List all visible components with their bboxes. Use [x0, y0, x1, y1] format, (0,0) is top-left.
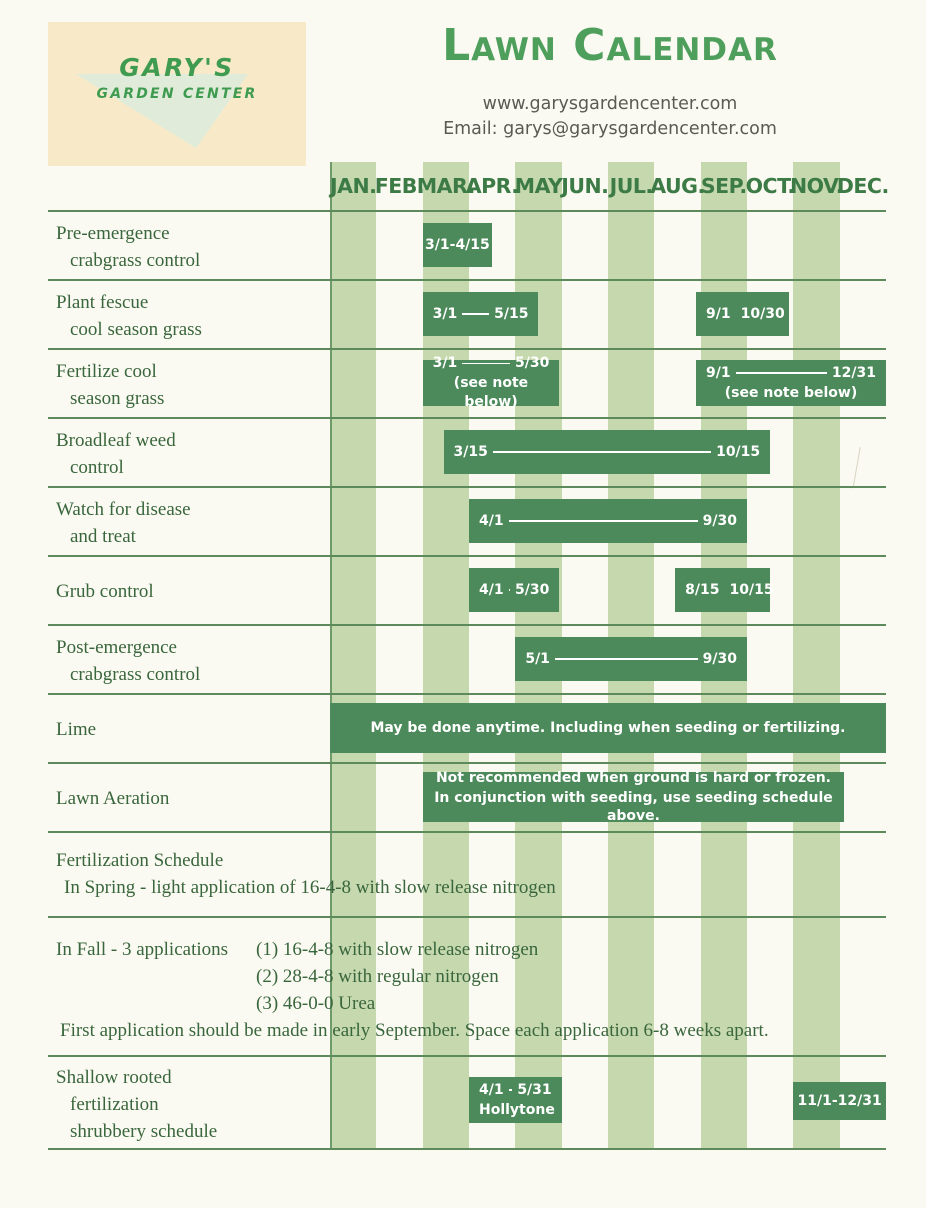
bar-end-date: 12/31 [831, 364, 876, 381]
bar-text: In conjunction with seeding, use seeding schedule above. [434, 789, 833, 825]
bar-start-date: 4/1 [479, 581, 504, 598]
schedule-bar [675, 568, 774, 612]
task-label-line3: shrubbery schedule [70, 1120, 218, 1142]
fertilization-spring-note: In Spring - light application of 16-4-8 with slow release nitrogen [64, 877, 556, 898]
bar-end-date: 10/30 [740, 305, 785, 322]
month-label-may: MAY [514, 174, 563, 198]
task-label [56, 717, 324, 744]
bar-start-date: 4/1 [479, 1081, 504, 1098]
bar-content [423, 768, 845, 827]
schedule-bar [793, 1082, 886, 1120]
bar-connector-line [509, 589, 510, 591]
task-label-line1: Shallow rooted [56, 1067, 172, 1088]
fertilization-fall-item-3: (3) 46-0-0 Urea [256, 993, 376, 1014]
task-label-line1: Post-emergence [56, 637, 177, 658]
bar-note: (see note below) [453, 375, 529, 410]
schedule-bar [696, 292, 789, 336]
task-label [56, 786, 324, 813]
task-label [56, 221, 324, 275]
bar-start-date: 5/1 [525, 650, 550, 667]
month-label-feb: FEB. [374, 174, 425, 198]
schedule-bar [423, 355, 560, 410]
row-divider [48, 1148, 886, 1150]
bar-start-date: 8/15 [685, 581, 720, 598]
month-label-mar: MAR. [416, 174, 475, 198]
bar-connector-line [493, 451, 711, 453]
bar-start-date: 9/1 [706, 305, 731, 322]
task-label [56, 635, 324, 689]
row-divider [48, 555, 886, 557]
row-divider [48, 279, 886, 281]
row-divider [48, 1055, 886, 1057]
task-label-line1: Pre-emergence [56, 223, 170, 244]
bar-connector-line [462, 363, 510, 365]
bar-end-date: 9/30 [702, 512, 737, 529]
task-label-line1: Broadleaf weed [56, 430, 176, 451]
schedule-bar [696, 360, 886, 406]
row-divider [48, 624, 886, 626]
task-label-line2: cool season grass [70, 318, 202, 340]
bar-connector-line [509, 520, 698, 522]
bar-content [423, 354, 560, 412]
schedule-bar [423, 769, 845, 825]
bar-end-date: 5/31 [517, 1081, 552, 1098]
shrubbery-task-label [56, 1065, 324, 1146]
website-text: www.garysgardencenter.com [482, 94, 738, 114]
page-title: Lawn Calendar [442, 20, 778, 71]
task-label [56, 497, 324, 551]
bar-start-date: 3/1 [432, 305, 458, 322]
bar-text: May be done anytime. Including when seeding or fertilizing. [370, 719, 846, 736]
row-divider [48, 348, 886, 350]
row-divider [48, 831, 886, 833]
bar-start-date: 4/1 [479, 512, 504, 529]
schedule-bar [469, 499, 747, 543]
bar-content [469, 1081, 562, 1120]
schedule-bar [469, 1077, 562, 1123]
month-label-sep: SEP. [700, 174, 747, 198]
bar-connector-line [509, 1089, 513, 1091]
bar-end-date: 5/15 [494, 305, 529, 322]
task-label [56, 359, 324, 413]
row-divider [48, 486, 886, 488]
bar-end-date: 5/30 [514, 355, 550, 372]
task-label-line1: Fertilize cool [56, 361, 157, 382]
task-label-line2: season grass [70, 387, 165, 409]
bar-note: (see note below) [724, 384, 858, 401]
fertilization-fall-item-2: (2) 28-4-8 with regular nitrogen [256, 966, 499, 987]
logo-name: GARY'S [119, 53, 235, 82]
task-label [56, 579, 324, 606]
task-label-line2: crabgrass control [70, 663, 201, 685]
task-label-line2: control [70, 456, 124, 478]
bar-connector-line [736, 372, 827, 374]
month-label-nov: NOV. [789, 174, 844, 198]
row-divider [48, 916, 886, 918]
fertilization-fall-label: In Fall - 3 applications [56, 939, 229, 960]
row-divider [48, 417, 886, 419]
task-label-line1: Watch for disease [56, 499, 191, 520]
bar-note: Hollytone [479, 1101, 555, 1118]
fertilization-fall-item-1: (1) 16-4-8 with slow release nitrogen [256, 939, 539, 960]
task-label-line1: Lawn Aeration [56, 788, 170, 809]
task-label-line2: and treat [70, 525, 136, 547]
bar-connector-line [555, 658, 698, 660]
schedule-bar [515, 637, 747, 681]
schedule-bar [469, 568, 559, 612]
bar-content [696, 364, 886, 403]
task-label [56, 428, 324, 482]
bar-end-date: 10/15 [729, 581, 774, 598]
logo [48, 22, 306, 166]
month-label-oct: OCT. [745, 174, 795, 198]
bar-end-date: 10/15 [716, 443, 761, 460]
task-label-line1: Lime [56, 719, 97, 740]
row-divider [48, 210, 886, 212]
email-text: Email: garys@garysgardencenter.com [443, 119, 777, 140]
bar-end-date: 9/30 [702, 650, 737, 667]
task-label-line1: Grub control [56, 581, 154, 602]
month-label-aug: AUG. [650, 174, 705, 198]
task-label-line1: Plant fescue [56, 292, 149, 313]
fertilization-footer-note: First application should be made in early September. Space each application 6-8 weeks apart. [60, 1020, 769, 1041]
schedule-bar [330, 703, 886, 753]
bar-text: Not recommended when ground is hard or frozen. [435, 769, 831, 786]
logo-subtitle: GARDEN CENTER [96, 85, 258, 102]
bar-start-date: 3/15 [453, 443, 488, 460]
task-label [56, 290, 324, 344]
row-divider [48, 693, 886, 695]
bar-start-date: 3/1 [432, 355, 458, 372]
bar-text: 3/1-4/15 [425, 236, 490, 253]
month-header-row [329, 162, 889, 210]
bar-connector-line [462, 313, 489, 315]
schedule-bar [423, 223, 493, 267]
bar-text: 11/1-12/31 [797, 1092, 882, 1109]
month-label-jul: JUL. [609, 174, 653, 198]
fertilization-heading: Fertilization Schedule [56, 850, 224, 871]
row-divider [48, 762, 886, 764]
month-label-jun: JUN. [561, 174, 609, 198]
task-label-line2: crabgrass control [70, 249, 201, 271]
schedule-bar [444, 430, 771, 474]
contact-info [330, 92, 890, 143]
month-label-apr: APR. [465, 174, 519, 198]
bar-end-date: 5/30 [515, 581, 550, 598]
task-label-line2: fertilization [70, 1093, 159, 1115]
month-label-jan: JAN. [329, 174, 377, 198]
bar-start-date: 9/1 [706, 364, 731, 381]
schedule-bar [423, 292, 539, 336]
month-label-dec: DEC. [836, 174, 889, 198]
